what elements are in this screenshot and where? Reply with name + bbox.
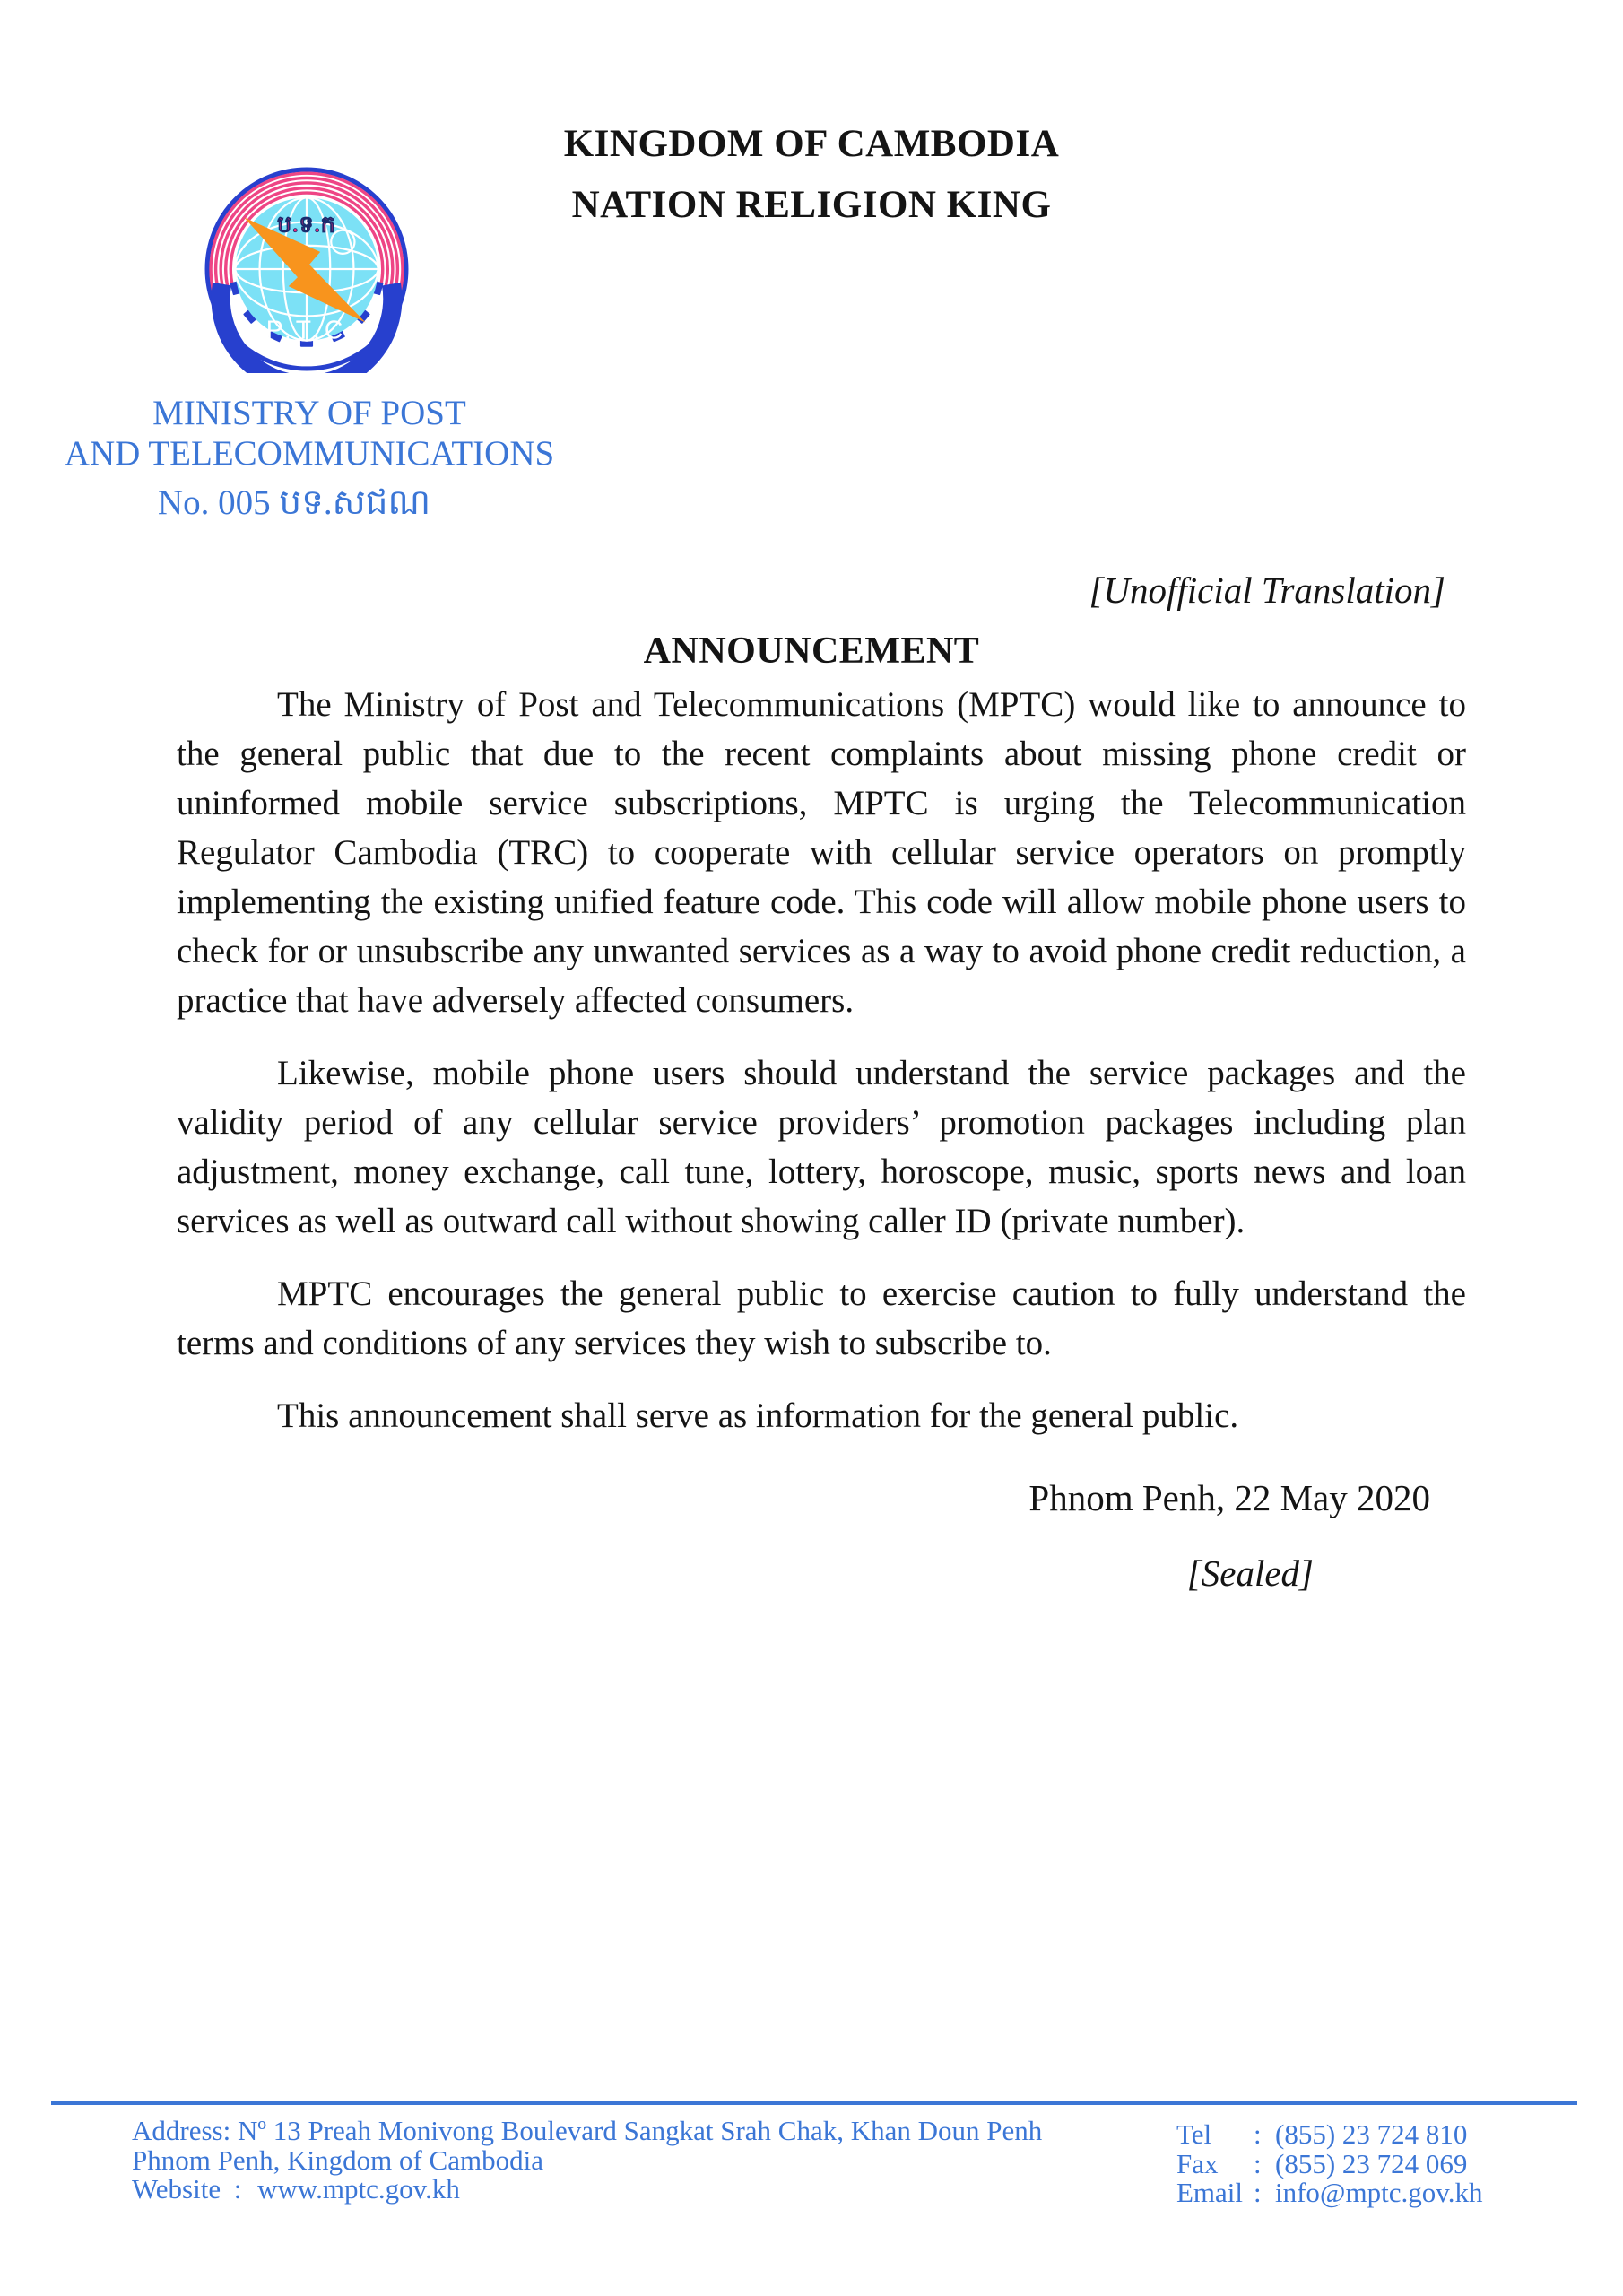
tel-value: (855) 23 724 810 <box>1275 2118 1468 2150</box>
sealed-note: [Sealed] <box>1186 1552 1314 1594</box>
tel-label: Tel <box>1176 2118 1212 2150</box>
fax-label: Fax <box>1176 2147 1219 2179</box>
paragraph-4: This announcement shall serve as information for the general public. <box>277 1396 1239 1435</box>
footer-divider <box>51 2101 1577 2105</box>
footer-tel-row <box>1176 2120 1482 2150</box>
footer-website-row <box>132 2175 1042 2205</box>
announcement-body <box>177 680 1466 1464</box>
ministry-name <box>34 393 585 474</box>
ministry-name-line1: MINISTRY OF POST <box>152 394 466 432</box>
email-colon: : <box>1254 2177 1262 2208</box>
page-title: ANNOUNCEMENT <box>643 631 980 672</box>
mptc-emblem-logo <box>203 165 411 373</box>
website-label: Website <box>132 2173 221 2205</box>
website-value: www.mptc.gov.kh <box>257 2173 460 2205</box>
dateline: Phnom Penh, 22 May 2020 <box>1028 1477 1430 1518</box>
translation-note: [Unofficial Translation] <box>1089 570 1445 611</box>
email-value: info@mptc.gov.kh <box>1275 2177 1483 2208</box>
tel-colon: : <box>1254 2118 1262 2150</box>
footer-address-line1: Address: Nº 13 Preah Monivong Boulevard Sangkat Srah Chak, Khan Doun Penh <box>132 2115 1043 2146</box>
paragraph-3: MPTC encourages the general public to exercise caution to fully understand the terms and conditions of any services they wish to subscribe to. <box>177 1274 1466 1362</box>
footer-address-block <box>132 2117 1042 2205</box>
footer-fax-row <box>1176 2147 1482 2179</box>
paragraph-1: The Ministry of Post and Telecommunications (MPTC) would like to announce to the general public that due to the recent complaints about missing phone credit or uninformed mobile service subscriptions, MPTC is urging the Telecommunication Regulator Cambodia (TRC) to cooperate with cellular service operators on promptly implementing the existing unified feature code. This code will allow mobile phone users to check for or unsubscribe any unwanted services as a way to avoid phone credit reduction, a practice that have adversely affected consumers. <box>177 685 1466 1020</box>
email-label: Email <box>1176 2177 1244 2208</box>
fax-value: (855) 23 724 069 <box>1275 2147 1468 2179</box>
kingdom-title: KINGDOM OF CAMBODIA <box>563 123 1060 165</box>
footer-contact-block <box>1176 2120 1482 2208</box>
ministry-name-line2: AND TELECOMMUNICATIONS <box>64 434 555 473</box>
paragraph-2: Likewise, mobile phone users should understand the service packages and the validity period of any cellular service providers’ promotion packages including plan adjustment, money exchange, call tune, lottery, horoscope, music, sports news and loan services as well as outward call without showing caller ID (private number). <box>177 1054 1466 1240</box>
emblem-ptc-label: P.T.C <box>265 315 348 344</box>
footer-email-row <box>1176 2179 1482 2208</box>
website-colon: : <box>233 2173 242 2205</box>
document-number: No. 005 បទ.សជណ <box>157 483 431 522</box>
motto-title: NATION RELIGION KING <box>571 184 1052 226</box>
footer-address-line2: Phnom Penh, Kingdom of Cambodia <box>132 2144 543 2176</box>
fax-colon: : <box>1254 2147 1262 2179</box>
emblem-khmer-text: ប.ទ.ក <box>277 213 336 238</box>
